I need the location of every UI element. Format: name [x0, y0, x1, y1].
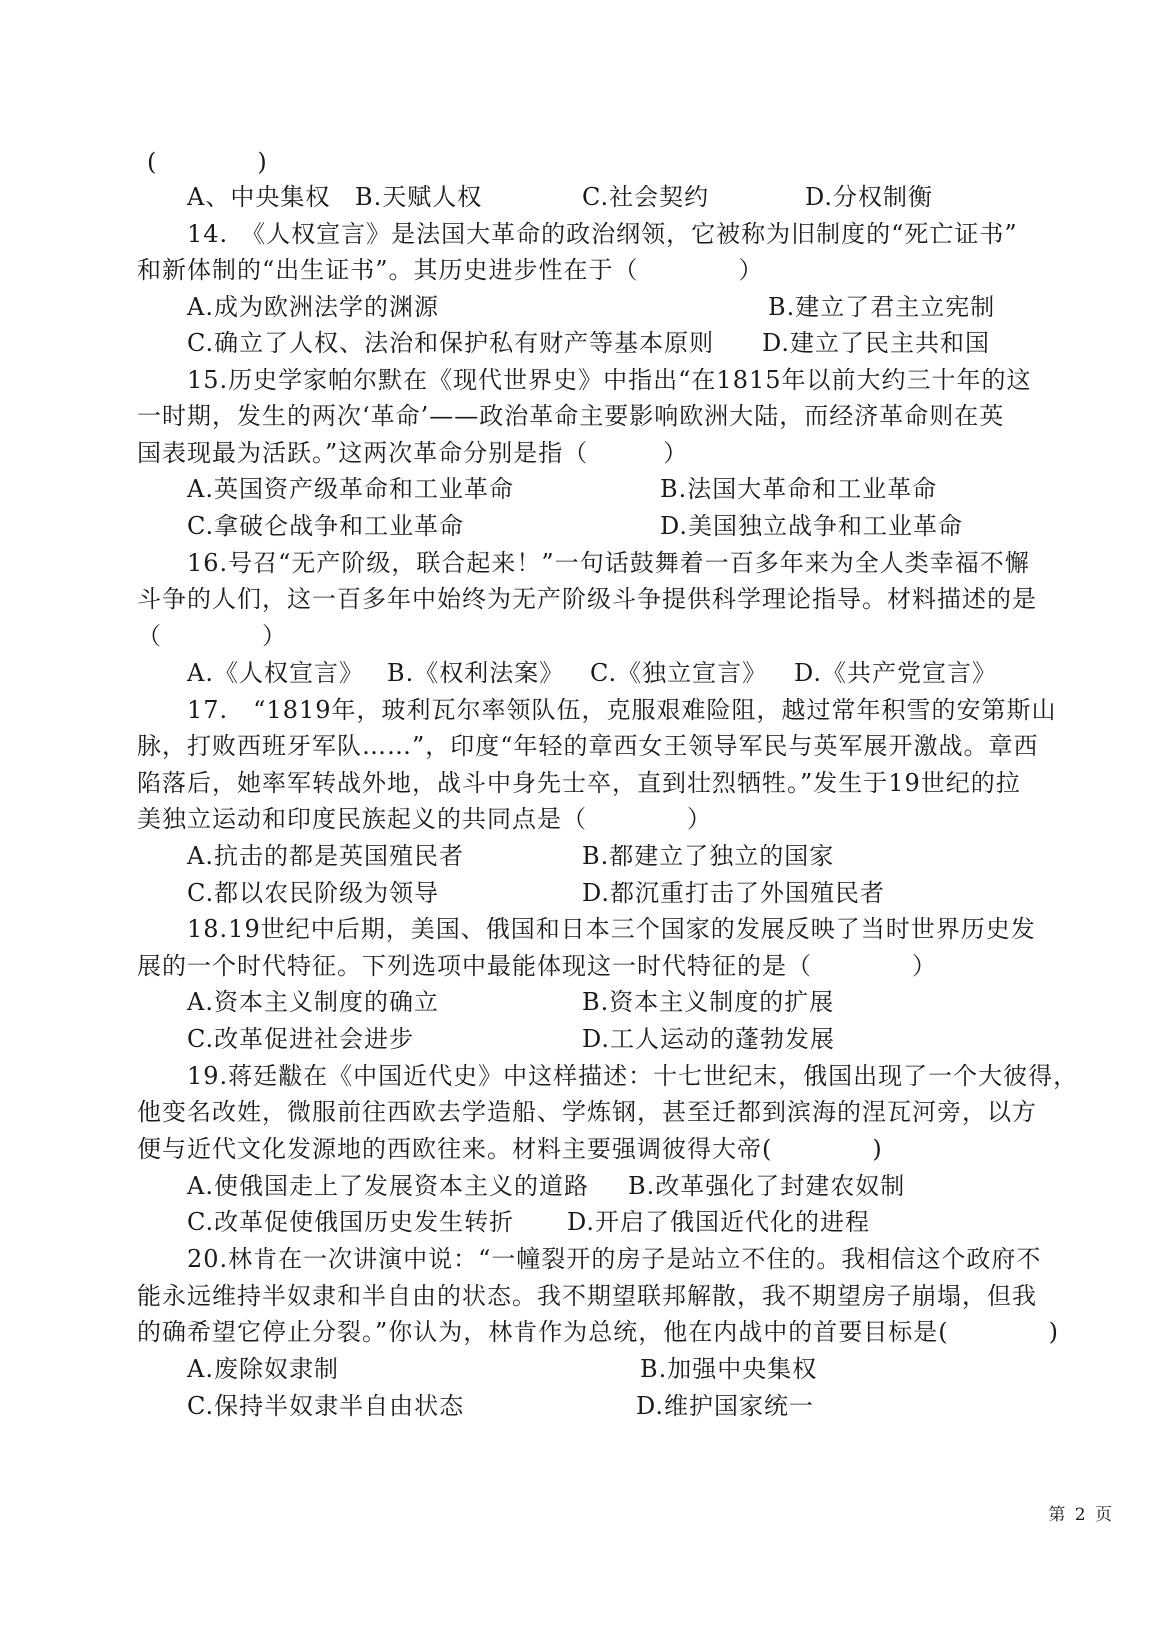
q15-stem-line-1: 15.历史学家帕尔默在《现代世界史》中指出“在1815年以前大约三十年的这	[187, 366, 1032, 394]
q14-stem-line-1: 14. 《人权宣言》是法国大革命的政治纲领，它被称为旧制度的“死亡证书”	[187, 220, 1018, 248]
q20-option-b: B.加强中央集权	[640, 1355, 818, 1383]
q16-option-a: A.《人权宣言》	[187, 659, 364, 687]
q16-stem-line-1: 16.号召“无产阶级，联合起来！”一句话鼓舞着一百多年来为全人类幸福不懈	[187, 549, 1030, 577]
q14-option-a: A.成为欧洲法学的渊源	[187, 293, 439, 321]
q13-option-d: D.分权制衡	[805, 183, 934, 211]
q13-option-b: B.天赋人权	[355, 183, 483, 211]
q15-option-c: C.拿破仑战争和工业革命	[187, 512, 465, 540]
q14-stem-line-2: 和新体制的“出生证书”。其历史进步性在于（ ）	[137, 256, 764, 284]
q18-option-a: A.资本主义制度的确立	[187, 988, 439, 1016]
q16-option-d: D.《共产党宣言》	[794, 659, 998, 687]
q20-stem-line-1: 20.林肯在一次讲演中说：“一幢裂开的房子是站立不住的。我相信这个政府不	[187, 1245, 1042, 1273]
q16-option-c: C.《独立宣言》	[590, 659, 768, 687]
q20-stem-line-2: 能永远维持半奴隶和半自由的状态。我不期望联邦解散，我不期望房子崩塌，但我	[137, 1282, 1037, 1310]
q19-stem-line-3: 便与近代文化发源地的西欧往来。材料主要强调彼得大帝( )	[137, 1135, 883, 1163]
q16-option-b: B.《权利法案》	[387, 659, 565, 687]
q15-option-a: A.英国资产级革命和工业革命	[187, 475, 514, 503]
page-number: 第 2 页	[1048, 1505, 1114, 1525]
q19-stem-line-2: 他变名改姓，微服前往西欧去学造船、学炼钢，甚至迁都到滨海的涅瓦河旁，以方	[137, 1098, 1037, 1126]
q17-option-a: A.抗击的都是英国殖民者	[187, 842, 464, 870]
q13-option-a: A、中央集权	[187, 183, 331, 211]
q15-option-b: B.法国大革命和工业革命	[660, 475, 938, 503]
q14-option-b: B.建立了君主立宪制	[768, 293, 996, 321]
q19-option-b: B.改革强化了封建农奴制	[628, 1172, 906, 1200]
q18-stem-line-2: 展的一个时代特征。下列选项中最能体现这一时代特征的是（ ）	[137, 952, 937, 980]
q20-option-c: C.保持半奴隶半自由状态	[187, 1392, 465, 1420]
q15-stem-line-3: 国表现最为活跃。”这两次革命分别是指（ ）	[137, 439, 689, 467]
q18-option-b: B.资本主义制度的扩展	[582, 988, 835, 1016]
q13-option-c: C.社会契约	[582, 183, 710, 211]
q17-option-c: C.都以农民阶级为领导	[187, 879, 440, 907]
q19-option-a: A.使俄国走上了发展资本主义的道路	[187, 1172, 589, 1200]
q17-option-d: D.都沉重打击了外国殖民者	[582, 879, 886, 907]
q18-option-c: C.改革促进社会进步	[187, 1025, 415, 1053]
q18-option-d: D.工人运动的蓬勃发展	[582, 1025, 836, 1053]
q17-stem-line-3: 陷落后，她率军转战外地，战斗中身先士卒，直到壮烈牺牲。”发生于19世纪的拉	[137, 769, 1021, 797]
q20-option-d: D.维护国家统一	[636, 1392, 815, 1420]
q17-stem-line-4: 美独立运动和印度民族起义的共同点是（ ）	[137, 805, 712, 833]
q15-stem-line-2: 一时期，发生的两次‘革命’——政治革命主要影响欧洲大陆，而经济革命则在英	[137, 402, 1005, 430]
q14-option-d: D.建立了民主共和国	[762, 329, 991, 357]
q17-stem-line-2: 脉，打败西班牙军队……”，印度“年轻的章西女王领导军民与英军展开激战。章西	[137, 732, 1039, 760]
q14-option-c: C.确立了人权、法治和保护私有财产等基本原则	[187, 329, 715, 357]
q19-option-d: D.开启了俄国近代化的进程	[567, 1208, 871, 1236]
q20-stem-line-3: 的确希望它停止分裂。”你认为，林肯作为总统，他在内战中的首要目标是( )	[137, 1318, 1059, 1346]
q13-blank: ( )	[147, 148, 268, 176]
q17-option-b: B.都建立了独立的国家	[582, 842, 835, 870]
q15-option-d: D.美国独立战争和工业革命	[660, 512, 964, 540]
q16-stem-line-3: （ ）	[137, 622, 287, 650]
q17-stem-line-1: 17. “1819年，玻利瓦尔率领队伍，克服艰难险阻，越过常年积雪的安第斯山	[187, 696, 1057, 724]
q20-option-a: A.废除奴隶制	[187, 1355, 339, 1383]
q19-option-c: C.改革促使俄国历史发生转折	[187, 1208, 515, 1236]
q16-stem-line-2: 斗争的人们，这一百多年中始终为无产阶级斗争提供科学理论指导。材料描述的是	[137, 585, 1037, 613]
q19-stem-line-1: 19.蒋廷黻在《中国近代史》中这样描述：十七世纪末，俄国出现了一个大彼得，	[187, 1062, 1079, 1090]
q18-stem-line-1: 18.19世纪中后期，美国、俄国和日本三个国家的发展反映了当时世界历史发	[187, 915, 1036, 943]
